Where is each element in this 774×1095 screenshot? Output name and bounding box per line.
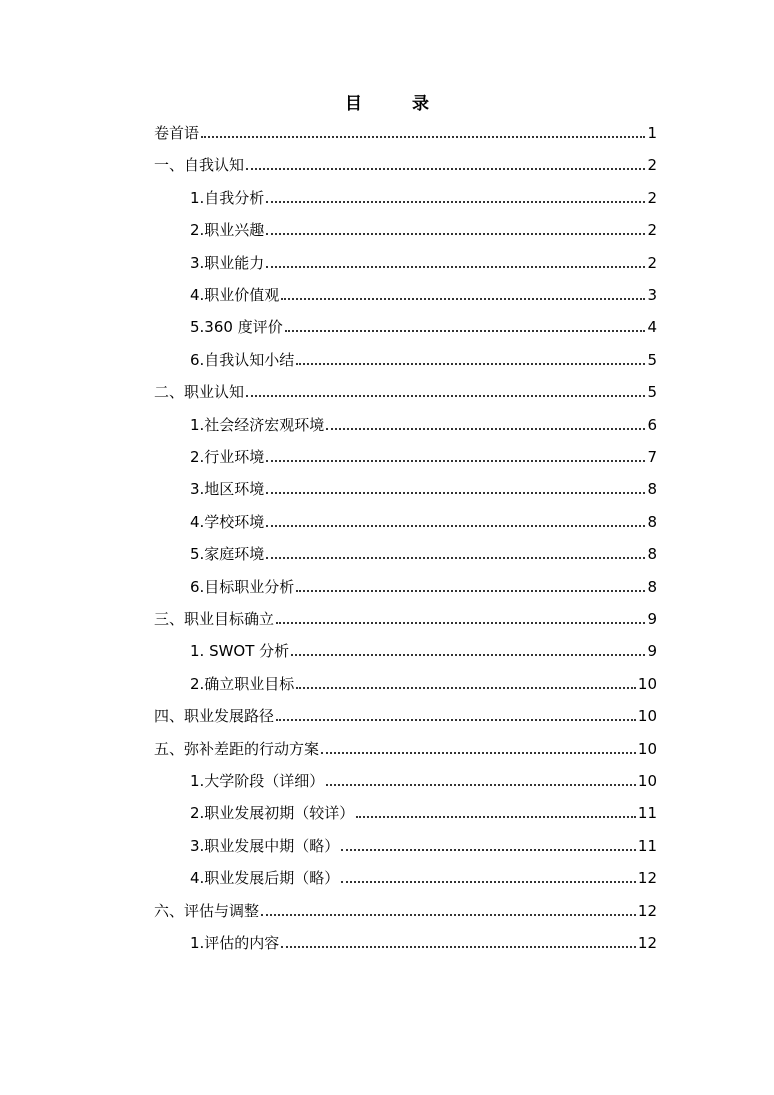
dot-leader — [266, 492, 645, 494]
dot-leader — [341, 881, 636, 883]
dot-leader — [341, 849, 636, 851]
toc-entry[interactable] — [190, 575, 657, 597]
toc-entry-label: 1. SWOT 分析 — [190, 642, 290, 660]
toc-entry[interactable] — [190, 801, 657, 823]
toc-entry-page-number: 3 — [647, 286, 657, 304]
dot-leader — [281, 298, 645, 300]
dot-leader — [321, 752, 636, 754]
toc-entry-page-number: 2 — [647, 189, 657, 207]
toc-entry-page-number: 8 — [647, 480, 657, 498]
toc-entry[interactable] — [154, 899, 657, 921]
toc-entry-page-number: 5 — [647, 383, 657, 401]
toc-entry-page-number: 8 — [647, 545, 657, 563]
toc-entry[interactable] — [154, 607, 657, 629]
toc-entry-label: 3.职业发展中期（略） — [190, 837, 340, 855]
dot-leader — [266, 460, 645, 462]
dot-leader — [285, 330, 646, 332]
toc-entry[interactable] — [190, 315, 657, 337]
dot-leader — [201, 136, 645, 138]
dot-leader — [266, 201, 645, 203]
toc-entry-label: 2.职业发展初期（较详） — [190, 804, 355, 822]
toc-entry[interactable] — [190, 413, 657, 435]
dot-leader — [266, 266, 645, 268]
dot-leader — [296, 687, 636, 689]
dot-leader — [246, 395, 645, 397]
dot-leader — [266, 525, 645, 527]
toc-entry[interactable] — [190, 348, 657, 370]
toc-entry-label: 2.确立职业目标 — [190, 675, 295, 693]
toc-entry-label: 2.行业环境 — [190, 448, 265, 466]
toc-entry[interactable] — [190, 186, 657, 208]
toc-entry-page-number: 5 — [647, 351, 657, 369]
dot-leader — [296, 590, 645, 592]
toc-entry[interactable] — [154, 737, 657, 759]
toc-entry[interactable] — [190, 510, 657, 532]
toc-entry-label: 3.地区环境 — [190, 480, 265, 498]
toc-entry[interactable] — [190, 218, 657, 240]
dot-leader — [291, 654, 645, 656]
toc-entry-page-number: 10 — [637, 740, 657, 758]
toc-entry[interactable] — [190, 251, 657, 273]
toc-entry-label: 一、自我认知 — [154, 156, 245, 174]
toc-entry[interactable] — [190, 672, 657, 694]
toc-entry-label: 1.评估的内容 — [190, 934, 280, 952]
dot-leader — [326, 784, 636, 786]
toc-entry[interactable] — [154, 153, 657, 175]
dot-leader — [296, 363, 645, 365]
toc-entry-page-number: 11 — [637, 837, 657, 855]
toc-entry[interactable] — [154, 704, 657, 726]
toc-entry-page-number: 7 — [647, 448, 657, 466]
toc-entry[interactable] — [190, 866, 657, 888]
dot-leader — [276, 622, 645, 624]
dot-leader — [246, 168, 645, 170]
toc-entry-page-number: 12 — [637, 869, 657, 887]
toc-entry-page-number: 12 — [637, 902, 657, 920]
toc-entry-page-number: 2 — [647, 221, 657, 239]
toc-entry-page-number: 10 — [637, 675, 657, 693]
toc-entry-label: 6.自我认知小结 — [190, 351, 295, 369]
toc-entry-label: 3.职业能力 — [190, 254, 265, 272]
toc-entry-page-number: 10 — [637, 772, 657, 790]
toc-entry-label: 二、职业认知 — [154, 383, 245, 401]
toc-entry[interactable] — [154, 380, 657, 402]
dot-leader — [326, 428, 645, 430]
toc-entry[interactable] — [154, 121, 657, 143]
toc-entry-label: 1.大学阶段（详细） — [190, 772, 325, 790]
dot-leader — [266, 233, 645, 235]
toc-entry-label: 6.目标职业分析 — [190, 578, 295, 596]
toc-entry-page-number: 2 — [647, 254, 657, 272]
toc-entry-page-number: 8 — [647, 578, 657, 596]
toc-entry-page-number: 2 — [647, 156, 657, 174]
toc-entry-page-number: 8 — [647, 513, 657, 531]
toc-entry-label: 5.家庭环境 — [190, 545, 265, 563]
toc-entry-label: 卷首语 — [154, 124, 200, 142]
page-title: 目 录 — [345, 94, 451, 114]
toc-entry[interactable] — [190, 477, 657, 499]
toc-entry-label: 三、职业目标确立 — [154, 610, 275, 628]
toc-entry-page-number: 10 — [637, 707, 657, 725]
toc-entry-label: 1.自我分析 — [190, 189, 265, 207]
toc-entry-label: 2.职业兴趣 — [190, 221, 265, 239]
toc-entry-label: 1.社会经济宏观环境 — [190, 416, 325, 434]
toc-entry[interactable] — [190, 931, 657, 953]
toc-entry[interactable] — [190, 834, 657, 856]
toc-entry[interactable] — [190, 639, 657, 661]
dot-leader — [276, 719, 636, 721]
toc-entry[interactable] — [190, 542, 657, 564]
toc-entry[interactable] — [190, 445, 657, 467]
toc-entry-page-number: 11 — [637, 804, 657, 822]
toc-entry-label: 4.职业价值观 — [190, 286, 280, 304]
toc-entry-label: 五、弥补差距的行动方案 — [154, 740, 320, 758]
toc-entry-label: 5.360 度评价 — [190, 318, 283, 336]
dot-leader — [281, 946, 636, 948]
toc-entry[interactable] — [190, 283, 657, 305]
toc-entry-label: 4.学校环境 — [190, 513, 265, 531]
toc-entry[interactable] — [190, 769, 657, 791]
toc-entry-label: 六、评估与调整 — [154, 902, 260, 920]
toc-entry-page-number: 9 — [647, 610, 657, 628]
toc-entry-label: 4.职业发展后期（略） — [190, 869, 340, 887]
toc-entry-page-number: 6 — [647, 416, 657, 434]
toc-entry-label: 四、职业发展路径 — [154, 707, 275, 725]
toc-entry-page-number: 9 — [647, 642, 657, 660]
toc-entry-page-number: 1 — [647, 124, 657, 142]
dot-leader — [266, 557, 645, 559]
dot-leader — [261, 914, 636, 916]
toc-entry-page-number: 4 — [647, 318, 657, 336]
dot-leader — [356, 816, 636, 818]
toc-entry-page-number: 12 — [637, 934, 657, 952]
